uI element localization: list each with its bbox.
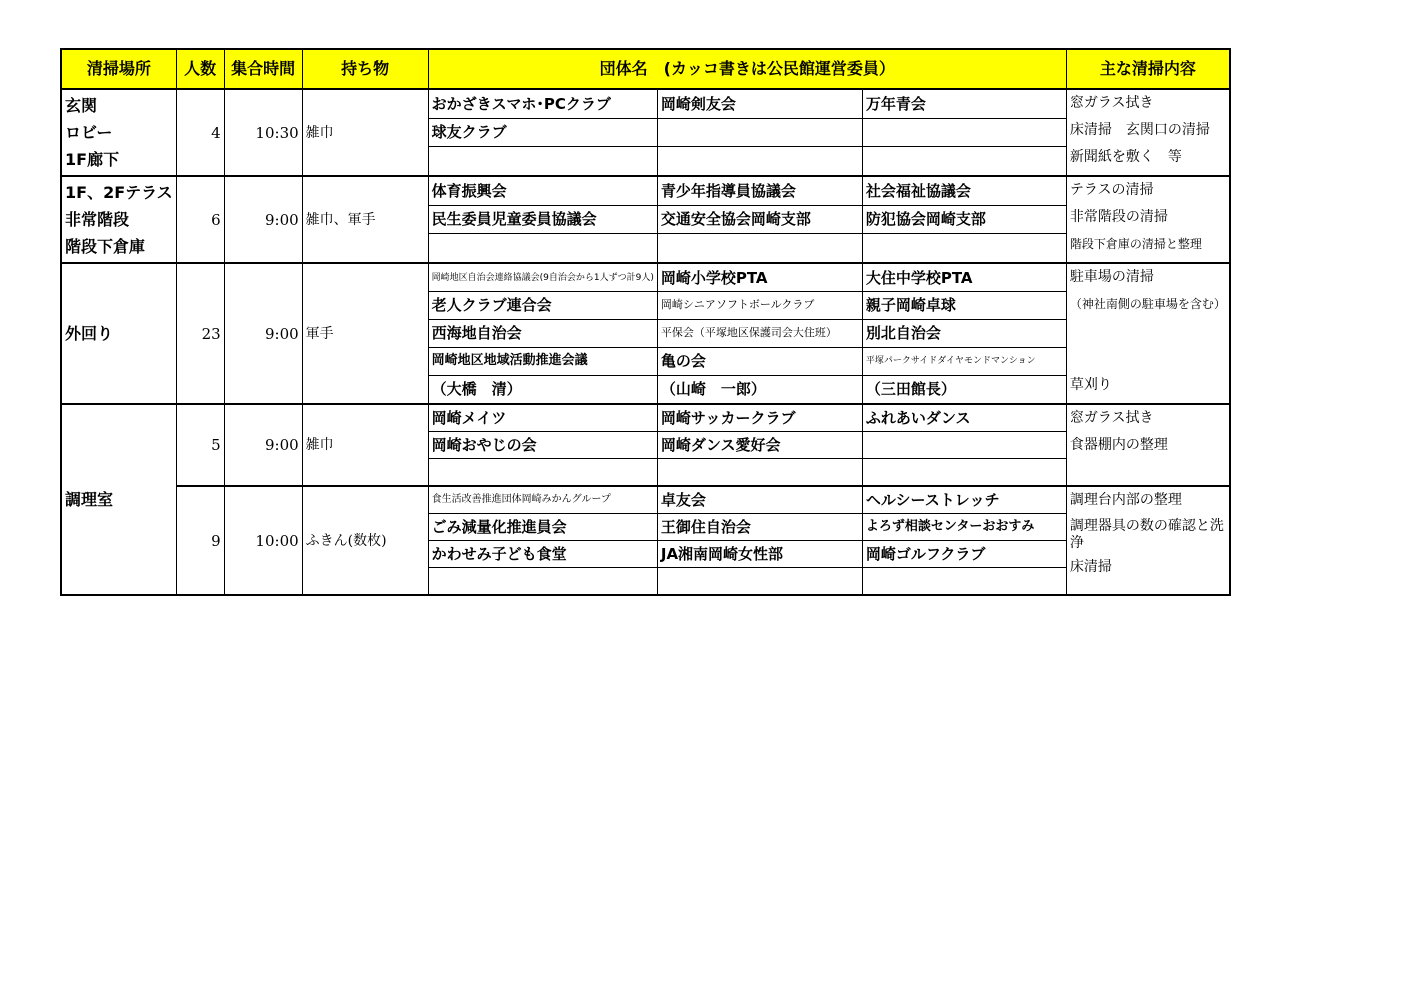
count-cell: 5 <box>176 404 224 486</box>
group-cell: 岡崎剣友会 <box>657 89 862 118</box>
task-line: 調理器具の数の確認と洗浄 <box>1069 518 1224 551</box>
place-line: 玄関 <box>65 96 98 115</box>
task-line: 新聞紙を敷く 等 <box>1069 149 1182 165</box>
table-row <box>61 263 1230 292</box>
place-line: 1F廊下 <box>65 150 120 169</box>
group-cell: （大橋 清） <box>428 375 657 404</box>
items-cell: 軍手 <box>302 263 428 404</box>
time-cell: 10:30 <box>224 89 302 176</box>
task-line: 非常階段の清掃 <box>1069 209 1168 225</box>
time-cell: 10:00 <box>224 486 302 595</box>
tasks-cell <box>1066 404 1230 486</box>
group-cell: 岡崎ダンス愛好会 <box>657 432 862 459</box>
group-cell <box>657 118 862 147</box>
header-row <box>61 49 1230 89</box>
group-cell: 万年青会 <box>862 89 1066 118</box>
count-cell: 6 <box>176 176 224 263</box>
table-row <box>61 176 1230 205</box>
cleaning-schedule-table <box>60 48 1231 596</box>
group-cell: （三田館長） <box>862 375 1066 404</box>
group-cell <box>428 459 657 487</box>
group-cell <box>862 118 1066 147</box>
items-cell: ふきん(数枚) <box>302 486 428 595</box>
group-cell: 岡崎ゴルフクラブ <box>862 541 1066 568</box>
items-cell: 雑巾 <box>302 404 428 486</box>
group-cell: 球友クラブ <box>428 118 657 147</box>
header-groups: 団体名 (カッコ書きは公民館運営委員） <box>428 49 1066 89</box>
header-count: 人数 <box>176 49 224 89</box>
group-cell: 王御住自治会 <box>657 514 862 541</box>
place-cell <box>61 89 176 176</box>
group-cell <box>428 234 657 263</box>
group-cell: かわせみ子ども食堂 <box>428 541 657 568</box>
tasks-cell <box>1066 486 1230 595</box>
group-cell: 西海地自治会 <box>428 319 657 347</box>
group-cell: 老人クラブ連合会 <box>428 292 657 320</box>
task-line: 床清掃 <box>1069 559 1112 575</box>
table-row <box>61 404 1230 432</box>
group-cell: 岡崎シニアソフトボールクラブ <box>657 292 862 320</box>
task-line: （神社南側の駐車場を含む） <box>1069 297 1226 311</box>
group-cell <box>862 568 1066 596</box>
group-cell: 体育振興会 <box>428 176 657 205</box>
group-cell: JA湘南岡崎女性部 <box>657 541 862 568</box>
group-cell <box>862 234 1066 263</box>
task-line: 食器棚内の整理 <box>1069 437 1168 453</box>
group-cell <box>428 147 657 176</box>
task-line: 草刈り <box>1069 377 1112 393</box>
group-cell: ヘルシーストレッチ <box>862 486 1066 514</box>
header-place: 清掃場所 <box>61 49 176 89</box>
group-cell: 大住中学校PTA <box>862 263 1066 292</box>
group-cell <box>657 147 862 176</box>
task-line: 調理台内部の整理 <box>1069 492 1182 508</box>
header-tasks: 主な清掃内容 <box>1066 49 1230 89</box>
place-line: ロビー <box>65 123 113 142</box>
group-cell: 民生委員児童委員協議会 <box>428 205 657 234</box>
place-cell <box>61 176 176 263</box>
place-line: 階段下倉庫 <box>65 237 146 256</box>
count-cell: 4 <box>176 89 224 176</box>
tasks-cell <box>1066 176 1230 263</box>
group-cell: 岡崎おやじの会 <box>428 432 657 459</box>
group-cell: 防犯協会岡崎支部 <box>862 205 1066 234</box>
table-row <box>61 486 1230 514</box>
task-line: 窓ガラス拭き <box>1069 410 1154 426</box>
place-line: 非常階段 <box>65 210 130 229</box>
items-cell: 雑巾 <box>302 89 428 176</box>
group-cell: ごみ減量化推進員会 <box>428 514 657 541</box>
group-cell: 岡崎サッカークラブ <box>657 404 862 432</box>
time-cell: 9:00 <box>224 263 302 404</box>
group-cell <box>862 459 1066 487</box>
task-line: 窓ガラス拭き <box>1069 95 1154 111</box>
time-cell: 9:00 <box>224 176 302 263</box>
group-cell <box>657 568 862 596</box>
table-row <box>61 89 1230 118</box>
group-cell: 交通安全協会岡崎支部 <box>657 205 862 234</box>
group-cell: 社会福祉協議会 <box>862 176 1066 205</box>
task-line: 床清掃 玄関口の清掃 <box>1069 122 1210 138</box>
group-cell: 亀の会 <box>657 347 862 375</box>
group-cell: 卓友会 <box>657 486 862 514</box>
count-cell: 9 <box>176 486 224 595</box>
tasks-cell <box>1066 263 1230 404</box>
group-cell <box>657 459 862 487</box>
header-time: 集合時間 <box>224 49 302 89</box>
group-cell <box>862 432 1066 459</box>
group-cell: 平保会（平塚地区保護司会大住班） <box>657 319 862 347</box>
place-cell <box>61 404 176 595</box>
task-line: 階段下倉庫の清掃と整理 <box>1069 237 1202 251</box>
header-items: 持ち物 <box>302 49 428 89</box>
group-cell: 岡崎メイツ <box>428 404 657 432</box>
place-line: 外回り <box>65 324 114 343</box>
group-cell <box>657 234 862 263</box>
place-line: 調理室 <box>65 490 114 509</box>
group-cell: 青少年指導員協議会 <box>657 176 862 205</box>
task-line: 駐車場の清掃 <box>1069 269 1154 285</box>
time-cell: 9:00 <box>224 404 302 486</box>
items-cell: 雑巾、軍手 <box>302 176 428 263</box>
group-cell: ふれあいダンス <box>862 404 1066 432</box>
group-cell: 岡崎地区地域活動推進会議 <box>428 347 657 375</box>
group-cell: 別北自治会 <box>862 319 1066 347</box>
group-cell: （山崎 一郎） <box>657 375 862 404</box>
group-cell <box>862 147 1066 176</box>
tasks-cell <box>1066 89 1230 176</box>
group-cell: よろず相談センターおおすみ <box>862 514 1066 541</box>
group-cell: 岡崎地区自治会連絡協議会(9自治会から1人ずつ計9人) <box>428 263 657 292</box>
task-line: テラスの清掃 <box>1069 182 1154 198</box>
group-cell: 岡崎小学校PTA <box>657 263 862 292</box>
group-cell: 食生活改善推進団体岡崎みかんグループ <box>428 486 657 514</box>
group-cell: 平塚パークサイドダイヤモンドマンション <box>862 347 1066 375</box>
group-cell <box>428 568 657 596</box>
count-cell: 23 <box>176 263 224 404</box>
group-cell: おかざきスマホ･PCクラブ <box>428 89 657 118</box>
group-cell: 親子岡崎卓球 <box>862 292 1066 320</box>
place-cell <box>61 263 176 404</box>
place-line: 1F、2Fテラス <box>65 183 173 202</box>
